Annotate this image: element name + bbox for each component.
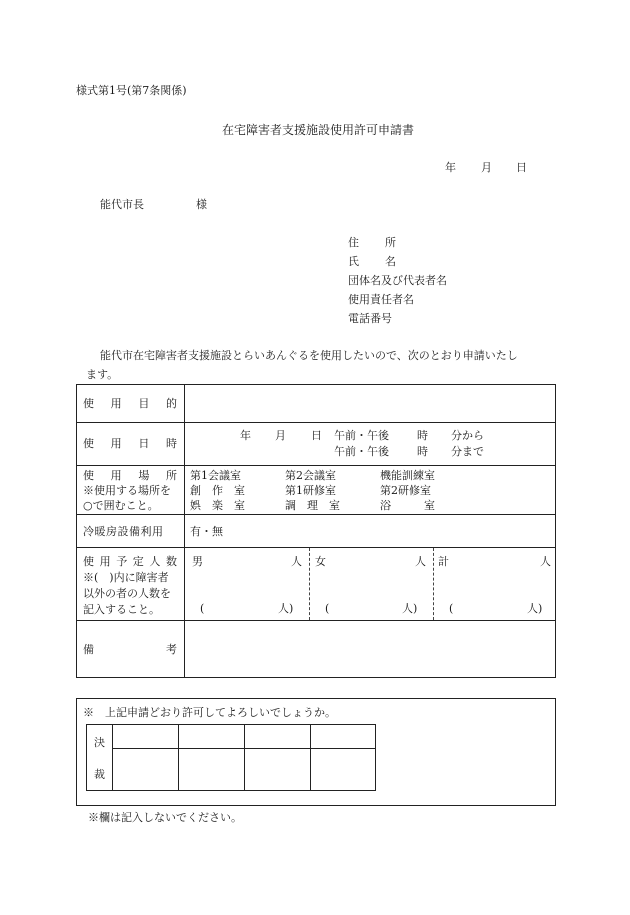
people-note-2: 以外の者の人数を [83, 587, 171, 600]
people-male-unit: 人 [291, 555, 302, 568]
remarks-label: 備 考 [83, 643, 177, 656]
decision-char-1: 決 [94, 736, 105, 749]
datetime-year: 年 [240, 429, 251, 442]
ac-choice[interactable]: 有・無 [190, 525, 223, 538]
room-option[interactable]: 第1会議室 [190, 469, 241, 482]
datetime-day: 日 [311, 429, 322, 442]
place-label: 使 用 場 所 [83, 469, 177, 482]
people-female-unit: 人 [415, 555, 426, 568]
decision-grid [86, 724, 376, 791]
footer-note: ※欄は記入しないでください。 [88, 811, 242, 824]
remarks-field[interactable] [185, 621, 555, 677]
people-note-3: 記入すること。 [83, 603, 160, 616]
people-male-paren-open: ( [200, 602, 205, 615]
decision-char-2: 裁 [94, 768, 105, 781]
datetime-min-end: 分まで [451, 445, 484, 458]
datetime-month: 月 [275, 429, 286, 442]
datetime-hour-start: 時 [417, 429, 428, 442]
room-option[interactable]: 第1研修室 [285, 484, 336, 497]
datetime-label: 使 用 日 時 [83, 437, 177, 450]
room-option[interactable]: 機能訓練室 [380, 469, 435, 482]
datetime-ampm-start: 午前・午後 [334, 429, 389, 442]
people-note-1: ※( )内に障害者 [83, 571, 169, 584]
applicant-responsible-label: 使用責任者名 [348, 293, 414, 306]
place-note-1: ※使用する場所を [83, 484, 171, 497]
people-male-paren-close: 人) [278, 602, 294, 615]
room-option[interactable]: 調 理 室 [285, 499, 340, 512]
date-month: 月 [481, 161, 492, 174]
people-female-label: 女 [315, 555, 326, 568]
place-note-2: ○で囲むこと。 [83, 499, 159, 512]
people-total-paren-open: ( [449, 602, 454, 615]
addressee-honorific: 様 [196, 198, 207, 211]
people-total-unit: 人 [540, 555, 551, 568]
purpose-label: 使 用 目 的 [83, 397, 177, 410]
intro-line-2: ます。 [86, 368, 119, 381]
applicant-address-label: 住 所 [348, 236, 396, 249]
datetime-hour-end: 時 [417, 445, 428, 458]
approval-note: ※ 上記申請どおり許可してよろしいでしょうか。 [83, 706, 336, 719]
ac-label: 冷暖房設備利用 [83, 525, 164, 538]
people-male-label: 男 [192, 555, 203, 568]
room-option[interactable]: 第2研修室 [380, 484, 431, 497]
people-total-paren-close: 人) [527, 602, 543, 615]
room-option[interactable]: 創 作 室 [190, 484, 245, 497]
applicant-name-label: 氏 名 [348, 255, 396, 268]
people-female-paren-open: ( [325, 602, 330, 615]
room-option[interactable]: 浴 室 [380, 499, 435, 512]
datetime-min-start: 分から [451, 429, 484, 442]
applicant-organization-label: 団体名及び代表者名 [348, 274, 447, 287]
room-option[interactable]: 第2会議室 [285, 469, 336, 482]
purpose-field[interactable] [185, 385, 555, 421]
intro-line-1: 能代市在宅障害者支援施設とらいあんぐるを使用したいので、次のとおり申請いたし [100, 349, 518, 362]
people-label: 使 用 予 定 人 数 [83, 555, 177, 568]
room-option[interactable]: 娯 楽 室 [190, 499, 245, 512]
applicant-phone-label: 電話番号 [348, 312, 392, 325]
form-number: 様式第1号(第7条関係) [76, 84, 187, 97]
people-total-label: 計 [438, 555, 449, 568]
addressee-name: 能代市長 [100, 198, 144, 211]
form-title: 在宅障害者支援施設使用許可申請書 [222, 123, 415, 137]
people-female-paren-close: 人) [402, 602, 418, 615]
datetime-ampm-end: 午前・午後 [334, 445, 389, 458]
date-day: 日 [516, 161, 527, 174]
date-year: 年 [445, 161, 456, 174]
